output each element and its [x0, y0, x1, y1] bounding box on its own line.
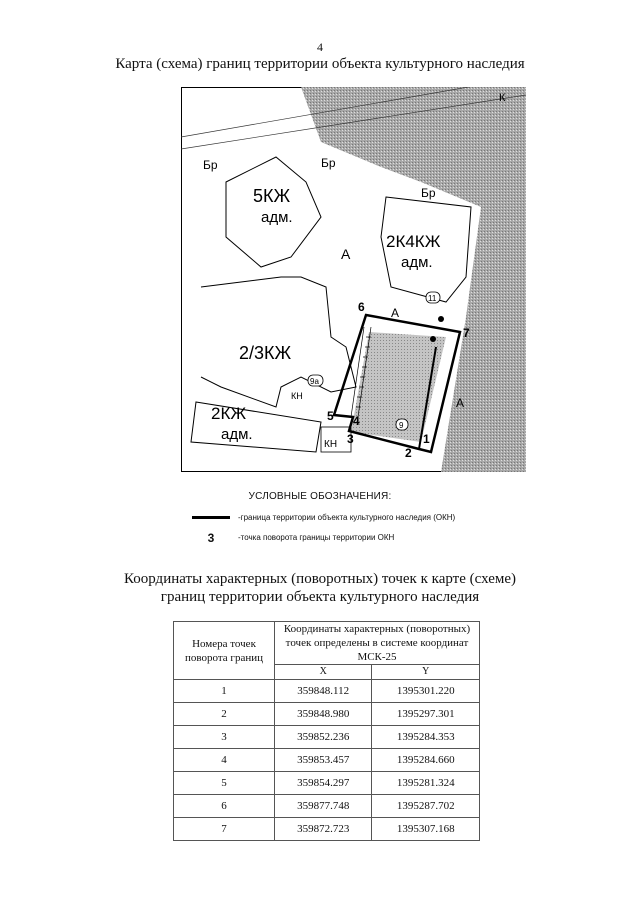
coords-title-line2: границ территории объекта культурного наследия: [160, 589, 480, 605]
label-b1-sub: адм.: [261, 209, 293, 226]
label-kn1: КН: [291, 391, 303, 401]
table-row: [174, 726, 480, 749]
row-y: 1395297.301: [372, 703, 480, 726]
row-y: 1395284.353: [372, 726, 480, 749]
row-x: 359853.457: [275, 749, 372, 772]
table-row: [174, 680, 480, 703]
row-x: 359854.297: [275, 772, 372, 795]
label-b2: 2К4КЖ: [386, 232, 441, 251]
header-points: Номера точек поворота границ: [174, 622, 275, 680]
legend-point: [192, 531, 394, 545]
label-tag11: 11: [428, 294, 437, 303]
boundary-line-symbol: [192, 516, 230, 519]
row-num: 4: [174, 749, 275, 772]
point-2: 2: [405, 446, 412, 460]
point-1: 1: [423, 432, 430, 446]
point-6: 6: [358, 300, 365, 314]
table-row: [174, 818, 480, 841]
row-num: 5: [174, 772, 275, 795]
row-y: 1395307.168: [372, 818, 480, 841]
label-b4: 2КЖ: [211, 404, 247, 423]
table-row: [174, 772, 480, 795]
label-b4-sub: адм.: [221, 426, 253, 443]
header-x: X: [275, 665, 372, 680]
label-a2: А: [391, 306, 400, 320]
legend-point-text: -точка поворота границы территории ОКН: [238, 533, 395, 543]
row-y: 1395301.220: [372, 680, 480, 703]
label-br2: Бр: [321, 156, 336, 170]
row-num: 3: [174, 726, 275, 749]
row-x: 359872.723: [275, 818, 372, 841]
map-svg: [181, 87, 526, 472]
table-row: [174, 749, 480, 772]
label-kn2: КН: [324, 439, 338, 450]
label-b2-sub: адм.: [401, 254, 433, 271]
page-number: 4: [317, 40, 323, 54]
legend-point-num: 3: [207, 531, 215, 545]
legend-boundary-text: -граница территории объекта культурного наследия (ОКН): [238, 513, 456, 522]
row-x: 359852.236: [275, 726, 372, 749]
row-num: 7: [174, 818, 275, 841]
coordinates-table: [173, 621, 480, 841]
label-corner: К: [499, 92, 506, 104]
legend-title: УСЛОВНЫЕ ОБОЗНАЧЕНИЯ:: [248, 491, 392, 502]
label-a3: А: [456, 396, 465, 410]
header-coords: Координаты характерных (поворотных) точек определены в системе координат МСК-25: [275, 622, 480, 665]
coords-title-line1: Координаты характерных (поворотных) точек к карте (схеме): [124, 571, 516, 587]
table-row: [174, 795, 480, 818]
row-y: 1395287.702: [372, 795, 480, 818]
point-7: 7: [463, 326, 470, 340]
point-4: 4: [353, 414, 360, 428]
point-5: 5: [327, 409, 334, 423]
row-x: 359848.980: [275, 703, 372, 726]
row-y: 1395281.324: [372, 772, 480, 795]
label-tag9: 9: [399, 421, 404, 430]
coords-title: [0, 570, 640, 606]
row-num: 6: [174, 795, 275, 818]
map-title: Карта (схема) границ территории объекта культурного наследия: [115, 56, 525, 72]
row-num: 1: [174, 680, 275, 703]
row-x: 359877.748: [275, 795, 372, 818]
label-b3: 2/3КЖ: [239, 343, 292, 363]
table-row: [174, 703, 480, 726]
legend-boundary: [192, 513, 455, 522]
label-a1: А: [341, 246, 351, 262]
point-3: 3: [347, 432, 354, 446]
row-y: 1395284.660: [372, 749, 480, 772]
row-num: 2: [174, 703, 275, 726]
header-y: Y: [372, 665, 480, 680]
label-b1: 5КЖ: [253, 186, 291, 206]
label-br3: Бр: [421, 186, 436, 200]
cadastral-map: [181, 87, 526, 472]
label-br1: Бр: [203, 158, 218, 172]
label-tag9a: 9а: [310, 377, 319, 386]
row-x: 359848.112: [275, 680, 372, 703]
